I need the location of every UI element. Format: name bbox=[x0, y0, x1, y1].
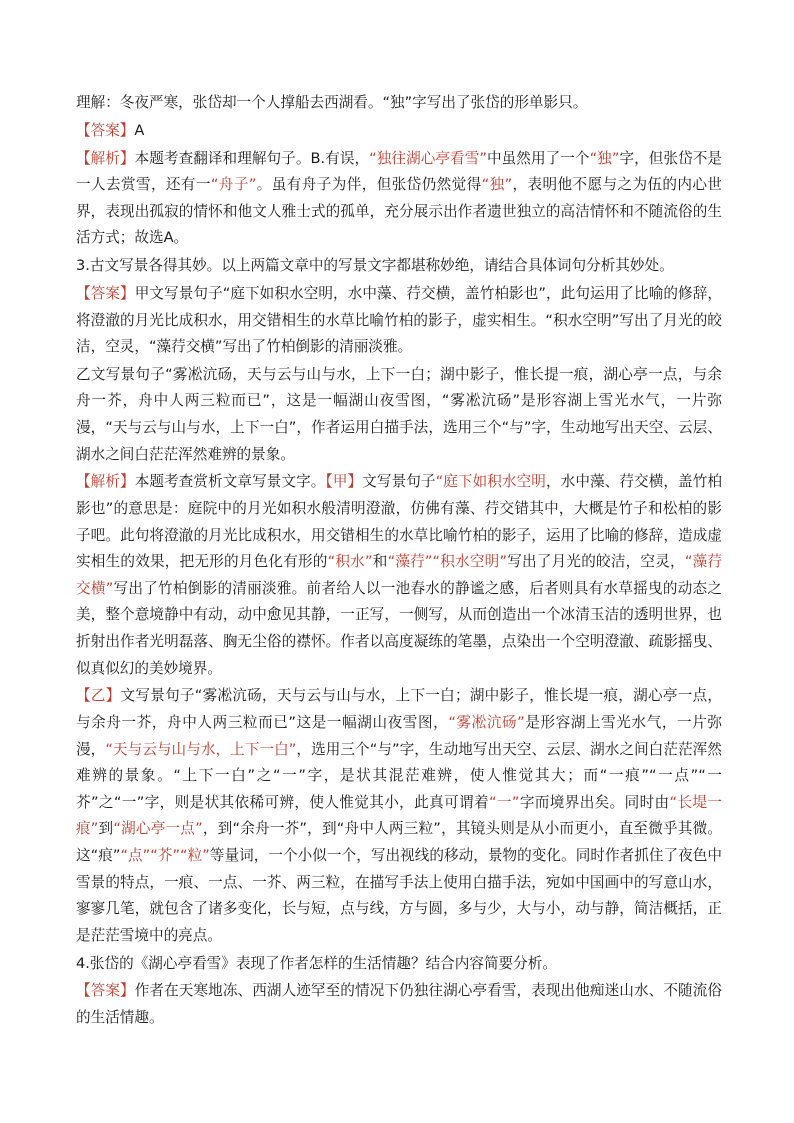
quoted-phrase: “天与云与山与水，上下一白” bbox=[105, 740, 297, 758]
analysis-paragraph-2 bbox=[76, 146, 722, 252]
analysis-text: 。虽有舟子为伴，但张岱仍然觉得 bbox=[256, 176, 482, 194]
analysis-text: ，水中藻、荇交横，盖竹柏影也”的意思是：庭院中的月光如积水般清明澄澈，仿佛有藻、荇交错其中，大概是竹子和松柏的影子吧。此句将澄澈的月光比成积水，用交错相生的水草比喻竹柏的影子，运用了比喻的修辞，造成虚实相生的效果，把无形的月色化有形的 bbox=[76, 473, 722, 571]
analysis-text: 写出了竹柏倒影的清丽淡雅。前者给人以一池春水的静谧之感，后者则具有水草摇曳的动态之美，整个意境静中有动，动中愈见其静，一正写，一侧写，从而创造出一个冰清玉洁的透明世界，也折射出作者光明磊落、胸无尘俗的襟怀。作者以高度凝练的笔墨，点染出一个空明澄澈、疏影摇曳、似真似幻的美妙境界。 bbox=[76, 579, 722, 677]
analysis-paragraph-3b bbox=[76, 683, 722, 949]
quoted-phrase: “一” bbox=[489, 793, 520, 811]
quoted-phrase: “藻荇”“积水空明” bbox=[387, 553, 508, 571]
quoted-phrase: “长堤一痕” bbox=[76, 793, 722, 838]
analysis-text: 字而境界出矣。同时由 bbox=[519, 793, 670, 811]
quoted-phrase: “雾凇沆砀” bbox=[448, 713, 525, 731]
analysis-text: 文写景句子 bbox=[362, 473, 436, 491]
answer-paragraph-2 bbox=[76, 118, 722, 145]
section-tag-jia: 【甲】 bbox=[325, 473, 363, 491]
answer-text: A bbox=[134, 121, 145, 139]
analysis-text: 写出了月光的皎洁，空灵， bbox=[507, 553, 685, 571]
quoted-phrase: “积水” bbox=[327, 553, 373, 571]
answer-text: 作者在天寒地冻、西湖人迹罕至的情况下仍独往湖心亭看雪，表现出他痴迷山水、不随流俗的生活情趣。 bbox=[76, 982, 722, 1026]
analysis-text: ，表明他不愿与之为伍的内心世界，表现出孤寂的情怀和他文人雅士式的孤单，充分展示出作者遗世独立的高洁情怀和不随流俗的生活方式；故选A。 bbox=[76, 176, 722, 247]
quoted-phrase: “庭下如积水空明 bbox=[435, 473, 546, 491]
analysis-text: 等量词，一个小似一个，写出视线的移动，景物的变化。同时作者抓住了夜色中雪景的特点，一痕、一点、一芥、两三粒，在描写手法上使用白描手法，宛如中国画中的写意山水，寥寥几笔，就包含了诸多变化，长与短，点与线，方与圆，多与少，大与小，动与静，简洁概括，正是茫茫雪境中的亮点。 bbox=[76, 846, 722, 944]
analysis-text: ，选用三个“与”字，生动地写出天空、云层、湖水之间白茫茫浑然难辨的景象。“上下一白”之“一”字，是状其混茫难辨，使人惟觉其大；而“一痕”“一点”“一芥”之“一”字，则是状其依稀可辨，使人惟觉其小，此真可谓着 bbox=[76, 740, 722, 811]
question-4-text: 4.张岱的《湖心亭看雪》表现了作者怎样的生活情趣？结合内容简要分析。 bbox=[76, 954, 557, 972]
answer-paragraph-3b bbox=[76, 362, 722, 468]
quoted-phrase: “独” bbox=[481, 176, 513, 194]
understanding-paragraph bbox=[76, 90, 722, 117]
document-page bbox=[76, 90, 722, 1033]
question-3-text: 3.古文写景各得其妙。以上两篇文章中的写景文字都堪称妙绝，请结合具体词句分析其妙处。 bbox=[76, 257, 674, 275]
answer-paragraph-4 bbox=[76, 978, 722, 1031]
analysis-paragraph-3 bbox=[76, 469, 722, 682]
question-4 bbox=[76, 951, 722, 978]
section-tag-yi: 【乙】 bbox=[76, 687, 121, 705]
analysis-text: 中虽然用了一个 bbox=[486, 149, 590, 167]
understanding-text: 理解：冬夜严寒，张岱却一个人撑船去西湖看。“独”字写出了张岱的形单影只。 bbox=[76, 94, 588, 111]
analysis-text: 本题考查赏析文章写景文字。 bbox=[134, 473, 326, 491]
quoted-phrase: “点”“芥”“粒” bbox=[120, 846, 210, 864]
answer-tag: 【答案】 bbox=[76, 982, 135, 1000]
quoted-phrase: “独往湖心亭看雪” bbox=[369, 149, 487, 167]
answer-paragraph-3 bbox=[76, 281, 722, 361]
analysis-text: 本题考查翻译和理解句子。B.有误， bbox=[134, 149, 370, 167]
answer-text: 甲文写景句子“庭下如积水空明，水中藻、荇交横，盖竹柏影也”，此句运用了比喻的修辞，将澄澈的月光比成积水，用交错相生的水草比喻竹柏的影子，虚实相生。“积水空明”写出了月光的皎洁，空灵，“藻荇交横”写出了竹柏倒影的清丽淡雅。 bbox=[76, 284, 722, 356]
quoted-phrase: “独” bbox=[589, 149, 620, 167]
analysis-tag: 【解析】 bbox=[76, 149, 135, 167]
quoted-phrase: “藻荇交横” bbox=[76, 553, 722, 597]
answer-tag: 【答案】 bbox=[76, 284, 135, 302]
analysis-text: 是形容湖上雪光水气，一片弥漫， bbox=[76, 713, 722, 758]
analysis-text: 文写景句子“雾凇沆砀，天与云与山与水，上下一白；湖中影子，惟长堤一痕，湖心亭一点，与余舟一芥，舟中人两三粒而已”这是一幅湖山夜雪图， bbox=[76, 687, 722, 731]
analysis-text: 和 bbox=[372, 553, 388, 571]
analysis-tag: 【解析】 bbox=[76, 473, 135, 491]
analysis-text: ，到“余舟一芥”，到“舟中人两三粒”，其镜头则是从小而更小，直至微乎其微。这“痕” bbox=[76, 820, 722, 864]
answer-text: 乙文写景句子“雾凇沆砀，天与云与山与水，上下一白；湖中影子，惟长提一痕，湖心亭一点，与余舟一芥，舟中人两三粒而已”，这是一幅湖山夜雪图，“雾凇沆砀”是形容湖上雪光水气，一片弥漫，“天与云与山与水，上下一白”，作者运用白描手法，选用三个“与”字，生动地写出天空、云层、湖水之间白茫茫浑然难辨的景象。 bbox=[76, 365, 722, 463]
analysis-text: 字，但张岱不是一人去赏雪，还有一 bbox=[76, 149, 722, 194]
quoted-phrase: “舟子” bbox=[210, 176, 257, 194]
quoted-phrase: “湖心亭一点” bbox=[113, 820, 203, 838]
analysis-text: 到 bbox=[98, 820, 114, 838]
question-3 bbox=[76, 253, 722, 280]
answer-tag: 【答案】 bbox=[76, 121, 135, 139]
